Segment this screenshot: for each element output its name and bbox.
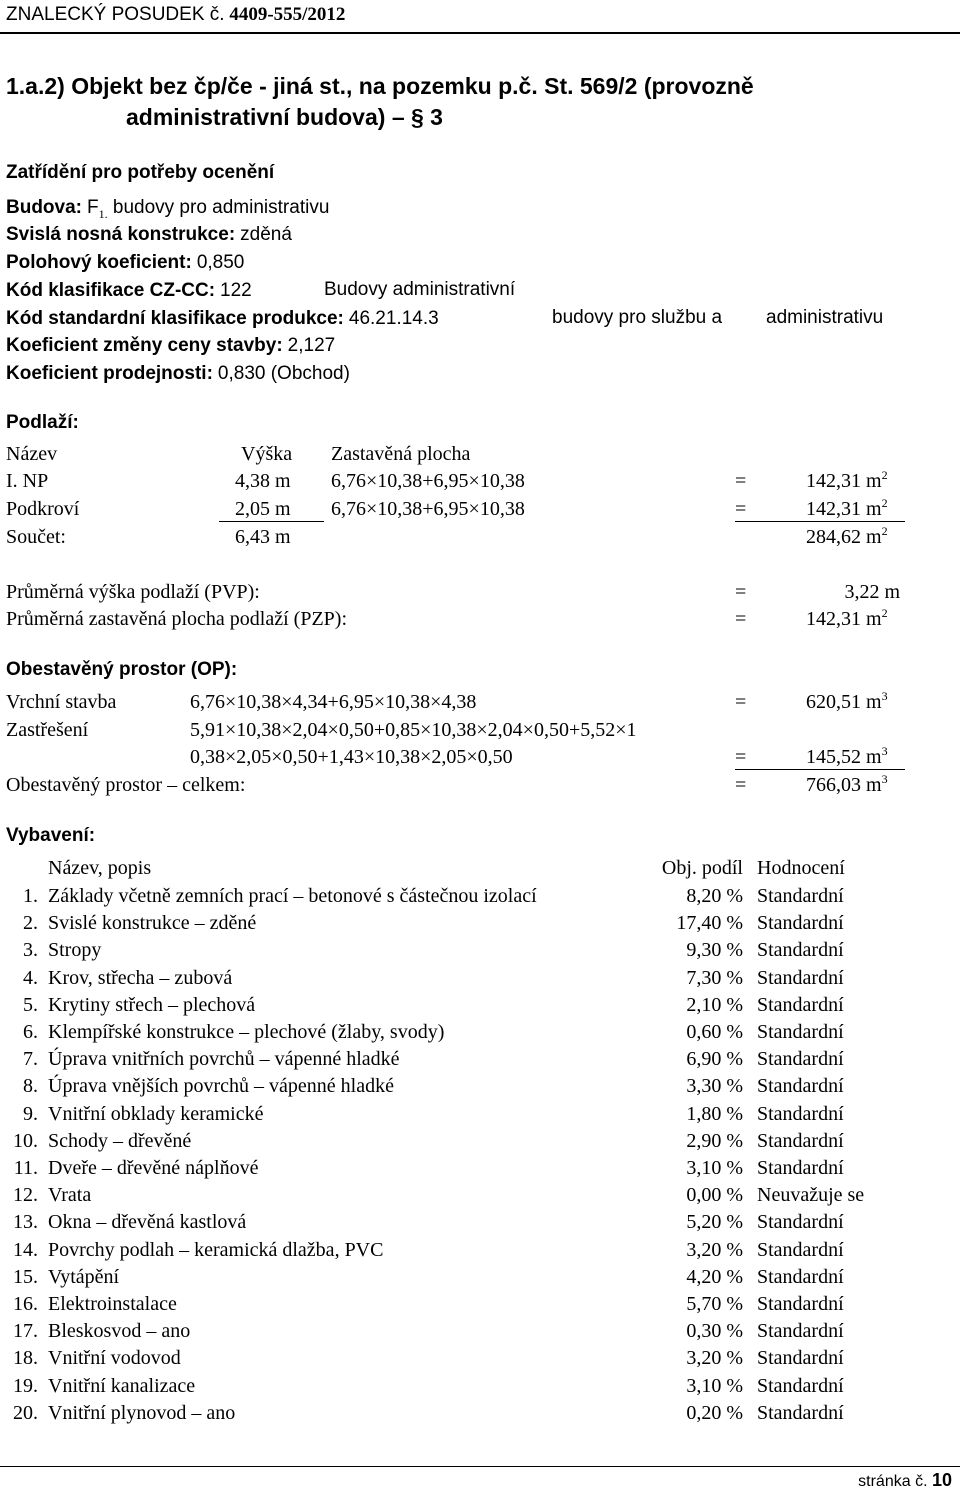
op-total-value: 766,03 $m^3$ — [806, 772, 888, 796]
vybaveni-item-rating: Standardní — [757, 1103, 844, 1125]
building-code: F — [87, 197, 99, 218]
vybaveni-item-number: 12. — [13, 1184, 38, 1206]
vybaveni-item-share: 3,10 % — [686, 1375, 743, 1397]
vybaveni-item-name: Bleskosvod – ano — [48, 1320, 191, 1342]
classification-heading: Zatřídění pro potřeby ocenění — [6, 162, 275, 183]
podlazi-header-name: Název — [6, 443, 58, 465]
produkce-desc1: budovy pro službu a — [552, 307, 723, 328]
building-sub: 1. — [98, 207, 108, 221]
vybaveni-header-rating: Hodnocení — [757, 857, 845, 879]
vybaveni-item-name: Schody – dřevěné — [48, 1130, 192, 1152]
op-total-eq: = — [735, 774, 747, 796]
vybaveni-item-name: Klempířské konstrukce – plechové (žlaby, svody) — [48, 1021, 445, 1043]
building-line — [6, 197, 330, 221]
vybaveni-item-name: Dveře – dřevěné náplňové — [48, 1157, 259, 1179]
vybaveni-item-share: 8,20 % — [686, 885, 743, 907]
pzp-value: 142,31 $m^2$ — [806, 606, 888, 630]
vybaveni-item-name: Povrchy podlah – keramická dlažba, PVC — [48, 1239, 384, 1261]
op-zast-formula1: 5,91×10,38×2,04×0,50+0,85×10,38×2,04×0,50+5,52×1 — [190, 719, 637, 741]
pvp-eq: = — [735, 581, 747, 603]
vybaveni-item-share: 1,80 % — [686, 1103, 743, 1125]
cz-cc-line — [6, 280, 252, 300]
vybaveni-item-name: Vytápění — [48, 1266, 120, 1288]
podlazi-row-name: I. NP — [6, 470, 49, 492]
vybaveni-item-rating: Neuvažuje se — [757, 1184, 865, 1206]
podlazi-row-height: 4,38 m — [235, 470, 291, 492]
vybaveni-item-rating: Standardní — [757, 1211, 844, 1233]
vybaveni-item-name: Stropy — [48, 939, 102, 961]
vybaveni-item-rating: Standardní — [757, 994, 844, 1016]
vybaveni-item-number: 8. — [23, 1075, 38, 1097]
zmena-line — [6, 335, 335, 355]
podlazi-row-name: Podkroví — [6, 498, 80, 520]
vybaveni-item-number: 13. — [13, 1211, 38, 1233]
op-vrchni-eq: = — [735, 691, 747, 713]
vybaveni-item-name: Vnitřní plynovod – ano — [48, 1402, 236, 1424]
vybaveni-item-share: 5,20 % — [686, 1211, 743, 1233]
vybaveni-item-rating: Standardní — [757, 1130, 844, 1152]
header-doc-number: 4409-555/2012 — [229, 4, 346, 25]
vybaveni-item-share: 5,70 % — [686, 1293, 743, 1315]
vybaveni-item-name: Úprava vnějších povrchů – vápenné hladké — [48, 1075, 394, 1097]
page-footer — [858, 1470, 952, 1491]
footer-rule — [0, 1466, 960, 1467]
vybaveni-item-share: 0,60 % — [686, 1021, 743, 1043]
zmena-label: Koeficient změny ceny stavby: — [6, 335, 283, 356]
op-vrchni-formula: 6,76×10,38×4,34+6,95×10,38×4,38 — [190, 691, 477, 713]
vybaveni-item-rating: Standardní — [757, 1293, 844, 1315]
vybaveni-item-name: Vrata — [48, 1184, 92, 1206]
vybaveni-item-rating: Standardní — [757, 1157, 844, 1179]
zmena-value: 2,127 — [287, 335, 336, 356]
vybaveni-item-share: 0,20 % — [686, 1402, 743, 1424]
vybaveni-item-number: 2. — [23, 912, 38, 934]
podlazi-header-height: Výška — [241, 443, 293, 465]
vybaveni-item-rating: Standardní — [757, 939, 844, 961]
vybaveni-item-name: Vnitřní vodovod — [48, 1347, 181, 1369]
produkce-label: Kód standardní klasifikace produkce: — [6, 308, 344, 329]
podlazi-row-height: 2,05 m — [235, 498, 291, 520]
vybaveni-item-rating: Standardní — [757, 1075, 844, 1097]
vybaveni-item-number: 19. — [13, 1375, 38, 1397]
vybaveni-item-number: 10. — [13, 1130, 38, 1152]
op-total-rule — [735, 769, 905, 770]
prodej-value: 0,830 (Obchod) — [217, 363, 350, 384]
prodej-line — [6, 363, 350, 383]
vybaveni-item-rating: Standardní — [757, 967, 844, 989]
podlazi-row-formula: 6,76×10,38+6,95×10,38 — [331, 498, 525, 520]
vybaveni-item-number: 6. — [23, 1021, 38, 1043]
footer-page-number: 10 — [931, 1470, 952, 1490]
vybaveni-item-name: Vnitřní kanalizace — [48, 1375, 196, 1397]
podlazi-row-result: 142,31 $m^2$ — [806, 468, 888, 492]
vybaveni-item-number: 5. — [23, 994, 38, 1016]
vybaveni-item-number: 14. — [13, 1239, 38, 1261]
op-total-label: Obestavěný prostor – celkem: — [6, 774, 246, 796]
poloha-label: Polohový koeficient: — [6, 252, 192, 273]
vybaveni-item-rating: Standardní — [757, 885, 844, 907]
svisla-value: zděná — [240, 224, 292, 245]
vybaveni-item-name: Úprava vnitřních povrchů – vápenné hladké — [48, 1048, 400, 1070]
sum-rule-area — [735, 521, 905, 522]
pzp-eq: = — [735, 608, 747, 630]
vybaveni-item-share: 2,90 % — [686, 1130, 743, 1152]
header-rule — [0, 32, 960, 34]
vybaveni-item-number: 1. — [23, 885, 38, 907]
vybaveni-item-name: Vnitřní obklady keramické — [48, 1103, 264, 1125]
vybaveni-item-name: Krov, střecha – zubová — [48, 967, 233, 989]
prodej-label: Koeficient prodejnosti: — [6, 363, 213, 384]
vybaveni-item-rating: Standardní — [757, 1320, 844, 1342]
svisla-label: Svislá nosná konstrukce: — [6, 224, 236, 245]
vybaveni-item-share: 4,20 % — [686, 1266, 743, 1288]
podlazi-sum-result: 284,62 $m^2$ — [806, 524, 888, 548]
header-doc-label: ZNALECKÝ POSUDEK č. — [6, 4, 225, 25]
vybaveni-item-share: 3,20 % — [686, 1239, 743, 1261]
vybaveni-item-number: 16. — [13, 1293, 38, 1315]
vybaveni-item-rating: Standardní — [757, 1375, 844, 1397]
podlazi-row-eq: = — [735, 470, 747, 492]
vybaveni-item-rating: Standardní — [757, 1048, 844, 1070]
svisla-line — [6, 224, 292, 244]
op-vrchni-label: Vrchní stavba — [6, 691, 117, 713]
op-zast-eq: = — [735, 746, 747, 768]
vybaveni-item-number: 17. — [13, 1320, 38, 1342]
pvp-value: 3,22 m — [844, 581, 900, 603]
vybaveni-item-number: 11. — [13, 1157, 38, 1179]
vybaveni-item-share: 9,30 % — [686, 939, 743, 961]
op-vrchni-value: 620,51 $m^3$ — [806, 689, 888, 713]
podlazi-sum-height: 6,43 m — [235, 526, 291, 548]
vybaveni-item-number: 18. — [13, 1347, 38, 1369]
vybaveni-item-share: 6,90 % — [686, 1048, 743, 1070]
vybaveni-item-rating: Standardní — [757, 912, 844, 934]
vybaveni-header-share: Obj. podíl — [661, 857, 743, 879]
vybaveni-item-share: 7,30 % — [686, 967, 743, 989]
vybaveni-item-share: 2,10 % — [686, 994, 743, 1016]
op-heading: Obestavěný prostor (OP): — [6, 659, 238, 680]
vybaveni-item-number: 9. — [23, 1103, 38, 1125]
vybaveni-item-number: 7. — [23, 1048, 38, 1070]
vybaveni-item-share: 0,00 % — [686, 1184, 743, 1206]
vybaveni-item-rating: Standardní — [757, 1402, 844, 1424]
vybaveni-item-name: Svislé konstrukce – zděné — [48, 912, 257, 934]
podlazi-header-area: Zastavěná plocha — [331, 443, 471, 465]
produkce-line — [6, 308, 439, 328]
section-title-line2: administrativní budova) – § 3 — [126, 104, 443, 130]
vybaveni-item-number: 3. — [23, 939, 38, 961]
building-desc: budovy pro administrativu — [107, 197, 330, 218]
op-zast-formula2: 0,38×2,05×0,50+1,43×10,38×2,05×0,50 — [190, 746, 513, 768]
vybaveni-item-share: 3,10 % — [686, 1157, 743, 1179]
vybaveni-item-rating: Standardní — [757, 1266, 844, 1288]
document-header — [6, 4, 345, 26]
section-title-line1: 1.a.2) Objekt bez čp/če - jiná st., na pozemku p.č. St. 569/2 (provozně — [6, 73, 754, 99]
vybaveni-item-rating: Standardní — [757, 1239, 844, 1261]
vybaveni-item-name: Elektroinstalace — [48, 1293, 177, 1315]
cz-cc-code: 122 — [220, 280, 252, 301]
poloha-line — [6, 252, 244, 272]
podlazi-row-result: 142,31 $m^2$ — [806, 496, 888, 520]
cz-cc-label: Kód klasifikace CZ-CC: — [6, 280, 216, 301]
op-zast-value: 145,52 $m^3$ — [806, 744, 888, 768]
vybaveni-item-name: Základy včetně zemních prací – betonové s částečnou izolací — [48, 885, 537, 907]
podlazi-sum-label: Součet: — [6, 526, 66, 548]
podlazi-row-eq: = — [735, 498, 747, 520]
vybaveni-item-number: 4. — [23, 967, 38, 989]
poloha-value: 0,850 — [196, 252, 245, 273]
vybaveni-item-name: Okna – dřevěná kastlová — [48, 1211, 247, 1233]
footer-label: stránka č. — [858, 1473, 928, 1490]
op-zast-label: Zastřešení — [6, 719, 89, 741]
pzp-label: Průměrná zastavěná plocha podlaží (PZP): — [6, 608, 347, 630]
cz-cc-desc: Budovy administrativní — [324, 279, 516, 300]
building-label: Budova: — [6, 197, 82, 218]
vybaveni-item-number: 15. — [13, 1266, 38, 1288]
sum-rule-height — [219, 521, 324, 522]
vybaveni-item-name: Krytiny střech – plechová — [48, 994, 256, 1016]
vybaveni-item-share: 3,20 % — [686, 1347, 743, 1369]
podlazi-heading: Podlaží: — [6, 412, 79, 433]
vybaveni-item-share: 0,30 % — [686, 1320, 743, 1342]
vybaveni-item-number: 20. — [13, 1402, 38, 1424]
vybaveni-heading: Vybavení: — [6, 825, 96, 846]
vybaveni-header-name: Název, popis — [48, 857, 152, 879]
vybaveni-item-share: 3,30 % — [686, 1075, 743, 1097]
podlazi-row-formula: 6,76×10,38+6,95×10,38 — [331, 470, 525, 492]
vybaveni-item-rating: Standardní — [757, 1347, 844, 1369]
vybaveni-item-rating: Standardní — [757, 1021, 844, 1043]
produkce-code: 46.21.14.3 — [348, 308, 439, 329]
produkce-desc2: administrativu — [766, 307, 884, 328]
vybaveni-item-share: 17,40 % — [676, 912, 743, 934]
pvp-label: Průměrná výška podlaží (PVP): — [6, 581, 260, 603]
